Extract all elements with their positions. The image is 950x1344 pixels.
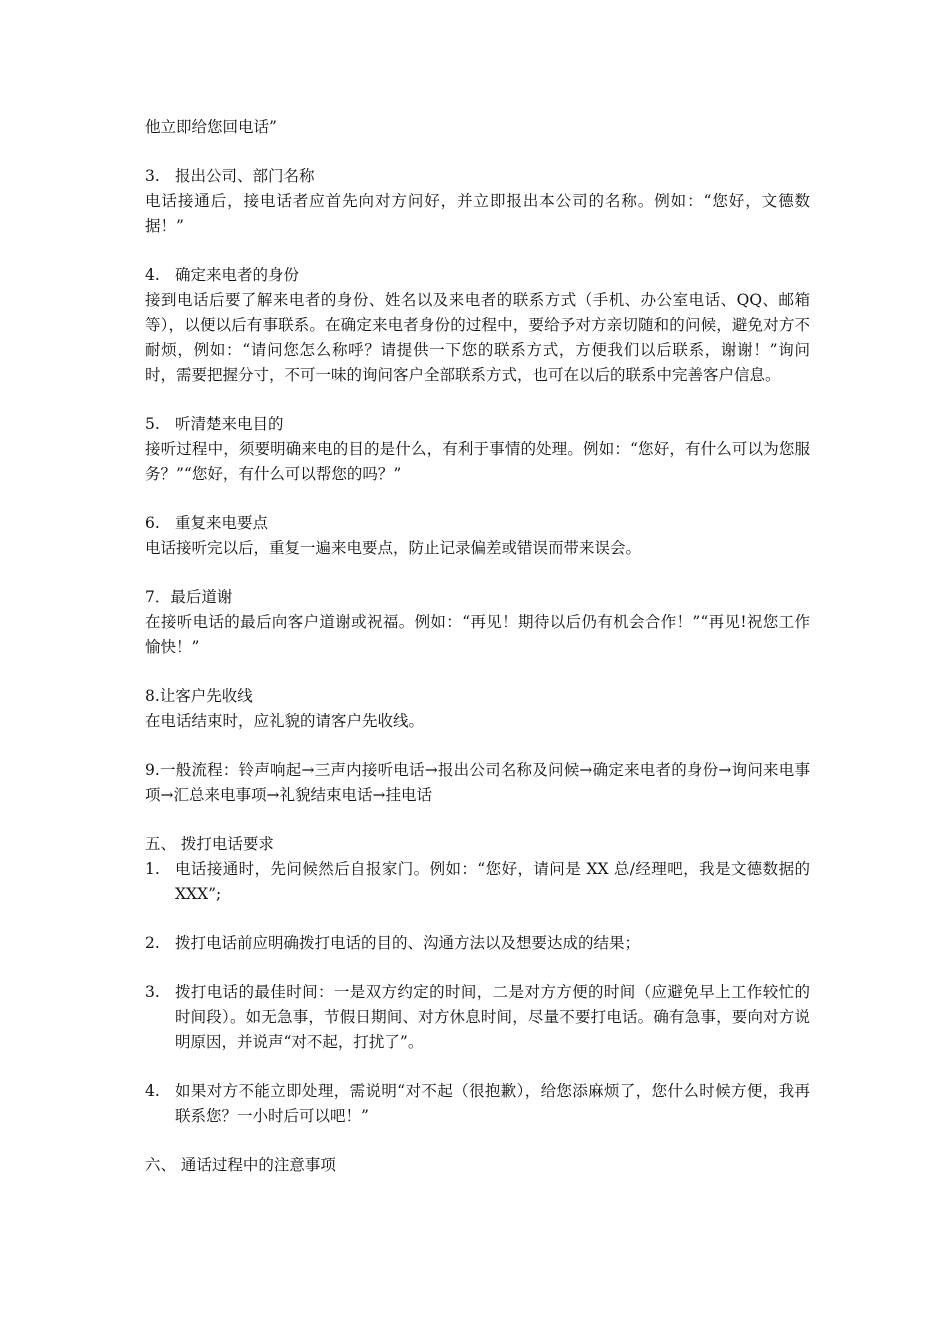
list-item [145, 931, 810, 956]
list-number: 3. [145, 983, 160, 1001]
section-6-body: 电话接听完以后，重复一遍来电要点，防止记录偏差或错误而带来误会。 [145, 539, 642, 557]
list-number: 1. [145, 860, 160, 878]
document-page [145, 115, 810, 1178]
list-item [145, 857, 810, 907]
list-text: 拨打电话的最佳时间：一是双方约定的时间，二是对方方便的时间（应避免早上工作较忙的时间段）。如无急事，节假日期间、对方休息时间，尽量不要打电话。确有急事，要向对方说明原因，并说声“对不起，打扰了”。 [175, 983, 810, 1051]
section-title: 报出公司、部门名称 [175, 167, 315, 185]
list-text: 电话接通时，先问候然后自报家门。例如：“您好，请问是 XX 总/经理吧，我是文德数据的 XXX”; [175, 860, 810, 903]
list-item [145, 980, 810, 1055]
section-title: 重复来电要点 [175, 514, 269, 532]
section-7-body: 在接听电话的最后向客户道谢或祝福。例如：“再见！期待以后仍有机会合作！”“再见!祝您工作愉快！” [145, 613, 810, 656]
section-number: 4. [145, 266, 160, 284]
continuation-line: 他立即给您回电话” [145, 118, 277, 136]
section-5-heading [145, 412, 810, 437]
section-8-heading: 8.让客户先收线 [145, 687, 253, 705]
part-5-title: 五、 拨打电话要求 [145, 835, 274, 853]
list-item [145, 1079, 810, 1129]
list-text: 拨打电话前应明确拨打电话的目的、沟通方法以及想要达成的结果； [175, 934, 641, 952]
section-number: 6. [145, 514, 160, 532]
section-number: 5. [145, 415, 160, 433]
list-text: 如果对方不能立即处理，需说明“对不起（很抱歉），给您添麻烦了，您什么时候方便，我再联系您？一小时后可以吧！” [175, 1082, 810, 1125]
section-number: 3. [145, 167, 160, 185]
section-title: 确定来电者的身份 [175, 266, 300, 284]
section-3-body: 电话接通后，接电话者应首先向对方问好，并立即报出本公司的名称。例如：“您好，文德数据！” [145, 192, 810, 235]
section-9-flow: 9.一般流程：铃声响起→三声内接听电话→报出公司名称及问候→确定来电者的身份→询问来电事项→汇总来电事项→礼貌结束电话→挂电话 [145, 761, 810, 804]
section-3-heading [145, 164, 810, 189]
section-8-body: 在电话结束时，应礼貌的请客户先收线。 [145, 712, 425, 730]
section-title: 听清楚来电目的 [175, 415, 284, 433]
part-6-title: 六、 通话过程中的注意事项 [145, 1156, 336, 1174]
list-number: 2. [145, 934, 160, 952]
section-6-heading [145, 511, 810, 536]
section-4-heading [145, 263, 810, 288]
list-number: 4. [145, 1082, 160, 1100]
section-4-body: 接到电话后要了解来电者的身份、姓名以及来电者的联系方式（手机、办公室电话、QQ、邮箱等），以便以后有事联系。在确定来电者身份的过程中，要给予对方亲切随和的问候，避免对方不耐烦，例如：“请问您怎么称呼？请提供一下您的联系方式，方便我们以后联系，谢谢！”询问时，需要把握分寸，不可一味的询问客户全部联系方式，也可在以后的联系中完善客户信息。 [145, 291, 810, 384]
section-7-heading: 7．最后道谢 [145, 588, 233, 606]
section-5-body: 接听过程中，须要明确来电的目的是什么，有利于事情的处理。例如：“您好，有什么可以为您服务？”“您好，有什么可以帮您的吗？” [145, 440, 810, 483]
